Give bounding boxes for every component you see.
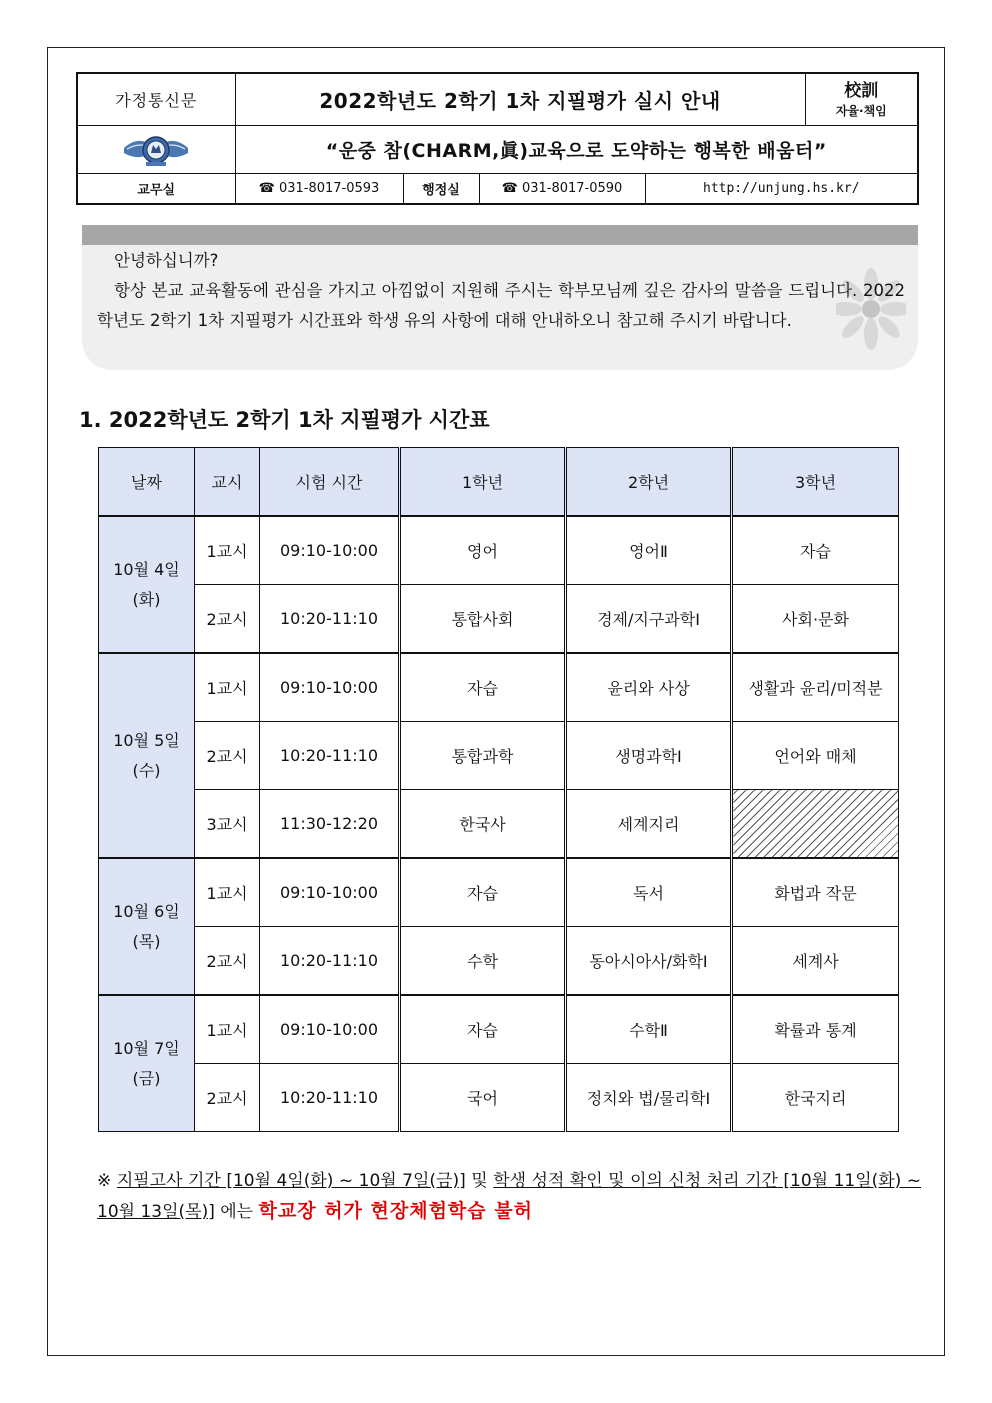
date-text: 10월 6일 (113, 901, 180, 921)
grade3-subject: 생활과 윤리/미적분 (732, 653, 899, 722)
col-header-grade1: 1학년 (400, 448, 566, 517)
motto-value: 자율·책임 (835, 104, 887, 118)
date-text: 10월 7일 (113, 1038, 180, 1058)
time-cell: 09:10-10:00 (260, 858, 400, 927)
greeting-bar (82, 225, 918, 245)
grade3-subject: 확률과 통계 (732, 995, 899, 1064)
table-row (99, 790, 899, 859)
table-row (99, 516, 899, 585)
grade1-subject: 자습 (400, 995, 566, 1064)
time-cell: 09:10-10:00 (260, 516, 400, 585)
period-cell: 2교시 (195, 585, 260, 654)
grade3-subject: 화법과 작문 (732, 858, 899, 927)
time-cell: 10:20-11:10 (260, 722, 400, 790)
office1-label: 교무실 (77, 174, 235, 205)
notice-text (97, 1166, 921, 1227)
period-cell: 1교시 (195, 516, 260, 585)
school-emblem-icon (122, 133, 190, 167)
newsletter-header (76, 72, 919, 205)
grade1-subject: 통합사회 (400, 585, 566, 654)
grade2-subject: 영어Ⅱ (566, 516, 732, 585)
date-cell (99, 858, 195, 995)
office1-phone: ☎ 031-8017-0593 (235, 174, 403, 205)
doc-type: 가정통신문 (77, 73, 235, 126)
grade3-subject: 세계사 (732, 927, 899, 996)
exam-period: 지필고사 기간 [10월 4일(화) ~ 10월 7일(금)] (116, 1171, 466, 1191)
note-mark: ※ (97, 1171, 112, 1191)
table-row (99, 1064, 899, 1132)
period-cell: 1교시 (195, 995, 260, 1064)
weekday-text: (화) (132, 589, 161, 609)
table-row (99, 585, 899, 654)
field-trip-ban-notice: 학교장 허가 현장체험학습 불허 (258, 1200, 533, 1222)
grade2-subject: 정치와 법/물리학Ⅰ (566, 1064, 732, 1132)
grade1-subject: 자습 (400, 858, 566, 927)
col-header-date: 날짜 (99, 448, 195, 517)
grade1-subject: 통합과학 (400, 722, 566, 790)
time-cell: 10:20-11:10 (260, 1064, 400, 1132)
grade3-subject: 자습 (732, 516, 899, 585)
period-cell: 1교시 (195, 858, 260, 927)
section-title-schedule: 1. 2022학년도 2학기 1차 지필평가 시간표 (79, 408, 490, 432)
col-header-period: 교시 (195, 448, 260, 517)
grade1-subject: 영어 (400, 516, 566, 585)
appeal-period: 학생 성적 확인 및 이의 신청 처리 기간 [10월 11일(화) ~ 10월 13일(목)] (97, 1171, 922, 1222)
page-title: 2022학년도 2학기 1차 지필평가 실시 안내 (235, 73, 805, 126)
period-cell: 2교시 (195, 722, 260, 790)
time-cell: 10:20-11:10 (260, 927, 400, 996)
period-cell: 2교시 (195, 927, 260, 996)
grade2-subject: 생명과학Ⅰ (566, 722, 732, 790)
col-header-grade3: 3학년 (732, 448, 899, 517)
no-exam-hatched-cell (732, 790, 899, 859)
table-row (99, 927, 899, 996)
office2-label: 행정실 (403, 174, 479, 205)
school-website-link[interactable]: http://unjung.hs.kr/ (645, 174, 918, 205)
grade1-subject: 국어 (400, 1064, 566, 1132)
grade2-subject: 독서 (566, 858, 732, 927)
motto-label: 校訓 (844, 81, 879, 101)
grade2-subject: 수학Ⅱ (566, 995, 732, 1064)
date-cell (99, 995, 195, 1132)
office2-phone: ☎ 031-8017-0590 (479, 174, 645, 205)
time-cell: 09:10-10:00 (260, 995, 400, 1064)
grade3-subject: 언어와 매체 (732, 722, 899, 790)
grade1-subject: 수학 (400, 927, 566, 996)
date-text: 10월 4일 (113, 559, 180, 579)
grade3-subject: 사회·문화 (732, 585, 899, 654)
note-conjunction: 및 (471, 1171, 488, 1191)
date-cell (99, 653, 195, 858)
weekday-text: (수) (132, 760, 161, 780)
grade1-subject: 자습 (400, 653, 566, 722)
col-header-time: 시험 시간 (260, 448, 400, 517)
weekday-text: (목) (132, 931, 161, 951)
note-suffix: 에는 (220, 1202, 254, 1222)
time-cell: 10:20-11:10 (260, 585, 400, 654)
time-cell: 09:10-10:00 (260, 653, 400, 722)
period-cell: 3교시 (195, 790, 260, 859)
grade1-subject: 한국사 (400, 790, 566, 859)
grade2-subject: 경제/지구과학Ⅰ (566, 585, 732, 654)
table-row (99, 722, 899, 790)
greeting-salutation: 안녕하십니까? (114, 251, 219, 270)
period-cell: 2교시 (195, 1064, 260, 1132)
greeting-text (97, 246, 905, 336)
school-slogan: “운중 참(CHARM,眞)교육으로 도약하는 행복한 배움터” (235, 126, 918, 174)
greeting-body: 항상 본교 교육활동에 관심을 가지고 아낌없이 지원해 주시는 학부모님께 깊은 감사의 말씀을 드립니다. 2022학년도 2학기 1차 지필평가 시간표와 학생 유의 사항에 대해 안내하오니 참고해 주시기 바랍니다. (97, 281, 905, 330)
date-text: 10월 5일 (113, 730, 180, 750)
table-row (99, 858, 899, 927)
grade3-subject: 한국지리 (732, 1064, 899, 1132)
table-header-row (99, 448, 899, 517)
weekday-text: (금) (132, 1068, 161, 1088)
school-logo (77, 126, 235, 174)
exam-schedule-table (98, 447, 899, 1132)
table-row (99, 995, 899, 1064)
grade2-subject: 윤리와 사상 (566, 653, 732, 722)
table-row (99, 653, 899, 722)
period-cell: 1교시 (195, 653, 260, 722)
school-motto (805, 73, 918, 126)
grade2-subject: 세계지리 (566, 790, 732, 859)
col-header-grade2: 2학년 (566, 448, 732, 517)
time-cell: 11:30-12:20 (260, 790, 400, 859)
grade2-subject: 동아시아사/화학Ⅰ (566, 927, 732, 996)
date-cell (99, 516, 195, 653)
